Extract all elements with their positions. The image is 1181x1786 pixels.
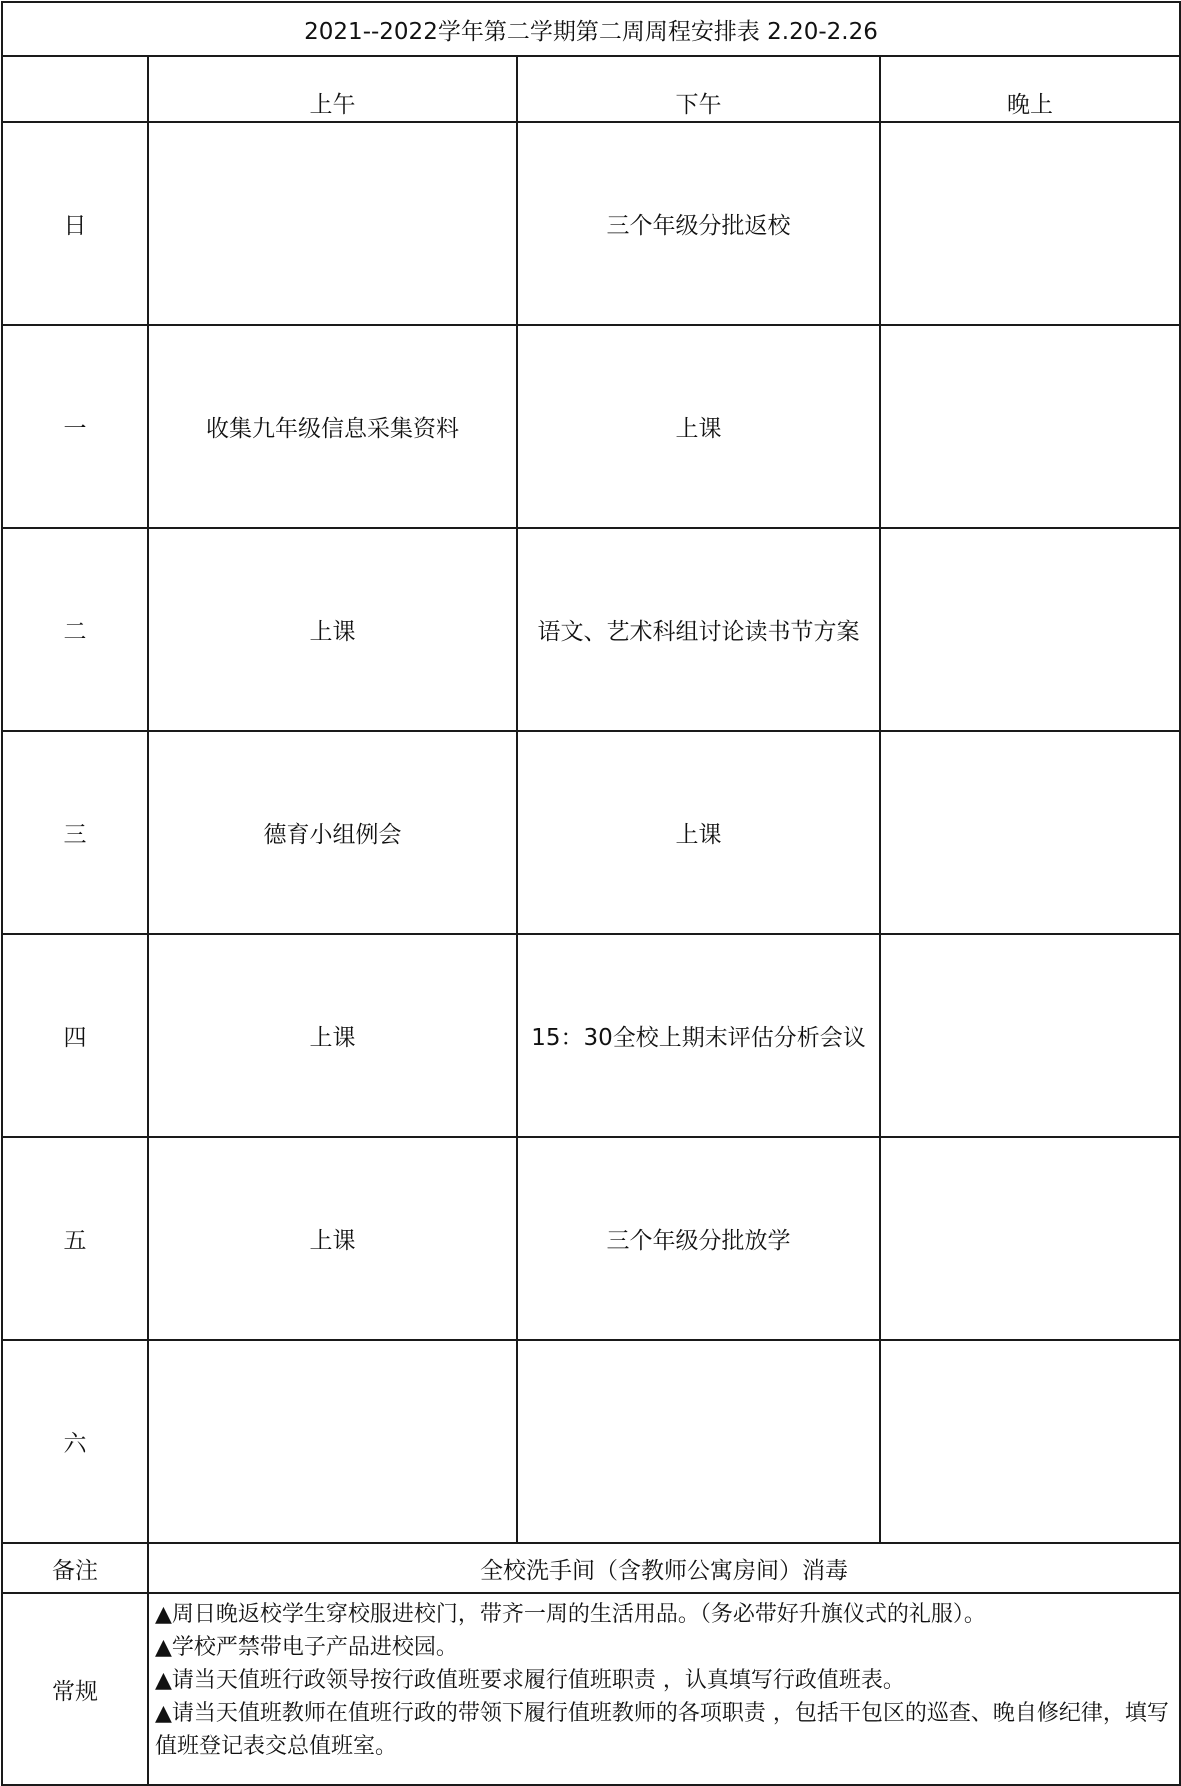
header-evening: 晚上 (880, 56, 1180, 122)
rules-list (148, 1593, 1180, 1785)
day-row-sunday (2, 122, 1180, 325)
afternoon-cell: 上课 (517, 325, 880, 528)
day-label: 六 (2, 1340, 148, 1543)
morning-cell: 上课 (148, 1137, 517, 1340)
remark-row (2, 1543, 1180, 1593)
evening-cell (880, 934, 1180, 1137)
remark-text: 全校洗手间（含教师公寓房间）消毒 (148, 1543, 1180, 1593)
evening-cell (880, 325, 1180, 528)
rule-item: ▲学校严禁带电子产品进校园。 (155, 1635, 458, 1660)
afternoon-cell: 上课 (517, 731, 880, 934)
day-label: 二 (2, 528, 148, 731)
header-day (2, 56, 148, 122)
evening-cell (880, 1340, 1180, 1543)
evening-cell (880, 1137, 1180, 1340)
morning-cell: 收集九年级信息采集资料 (148, 325, 517, 528)
header-row (2, 56, 1180, 122)
afternoon-cell (517, 1340, 880, 1543)
morning-cell: 上课 (148, 528, 517, 731)
morning-cell (148, 122, 517, 325)
day-label: 五 (2, 1137, 148, 1340)
schedule-title: 2021--2022学年第二学期第二周周程安排表 2.20-2.26 (2, 2, 1180, 56)
evening-cell (880, 528, 1180, 731)
header-afternoon: 下午 (517, 56, 880, 122)
day-label: 一 (2, 325, 148, 528)
day-row-saturday (2, 1340, 1180, 1543)
day-label: 日 (2, 122, 148, 325)
evening-cell (880, 122, 1180, 325)
afternoon-cell: 语文、艺术科组讨论读书节方案 (517, 528, 880, 731)
header-morning: 上午 (148, 56, 517, 122)
morning-cell: 上课 (148, 934, 517, 1137)
rules-label: 常规 (2, 1593, 148, 1785)
morning-cell: 德育小组例会 (148, 731, 517, 934)
day-row-tuesday (2, 528, 1180, 731)
afternoon-cell: 三个年级分批返校 (517, 122, 880, 325)
evening-cell (880, 731, 1180, 934)
rule-item: ▲周日晚返校学生穿校服进校门，带齐一周的生活用品。（务必带好升旗仪式的礼服）。 (155, 1602, 986, 1627)
rules-row (2, 1593, 1180, 1785)
day-row-friday (2, 1137, 1180, 1340)
afternoon-cell: 15：30全校上期末评估分析会议 (517, 934, 880, 1137)
remark-label: 备注 (2, 1543, 148, 1593)
day-row-thursday (2, 934, 1180, 1137)
morning-cell (148, 1340, 517, 1543)
afternoon-cell: 三个年级分批放学 (517, 1137, 880, 1340)
title-row (2, 2, 1180, 56)
day-label: 三 (2, 731, 148, 934)
rule-item: ▲请当天值班行政领导按行政值班要求履行值班职责 ，认真填写行政值班表。 (155, 1668, 905, 1693)
rule-item: ▲请当天值班教师在值班行政的带领下履行值班教师的各项职责 ，包括干包区的巡查、晚自修纪律，填写值班登记表交总值班室。 (155, 1701, 1169, 1759)
day-label: 四 (2, 934, 148, 1137)
day-row-wednesday (2, 731, 1180, 934)
day-row-monday (2, 325, 1180, 528)
weekly-schedule-table (1, 1, 1181, 1786)
